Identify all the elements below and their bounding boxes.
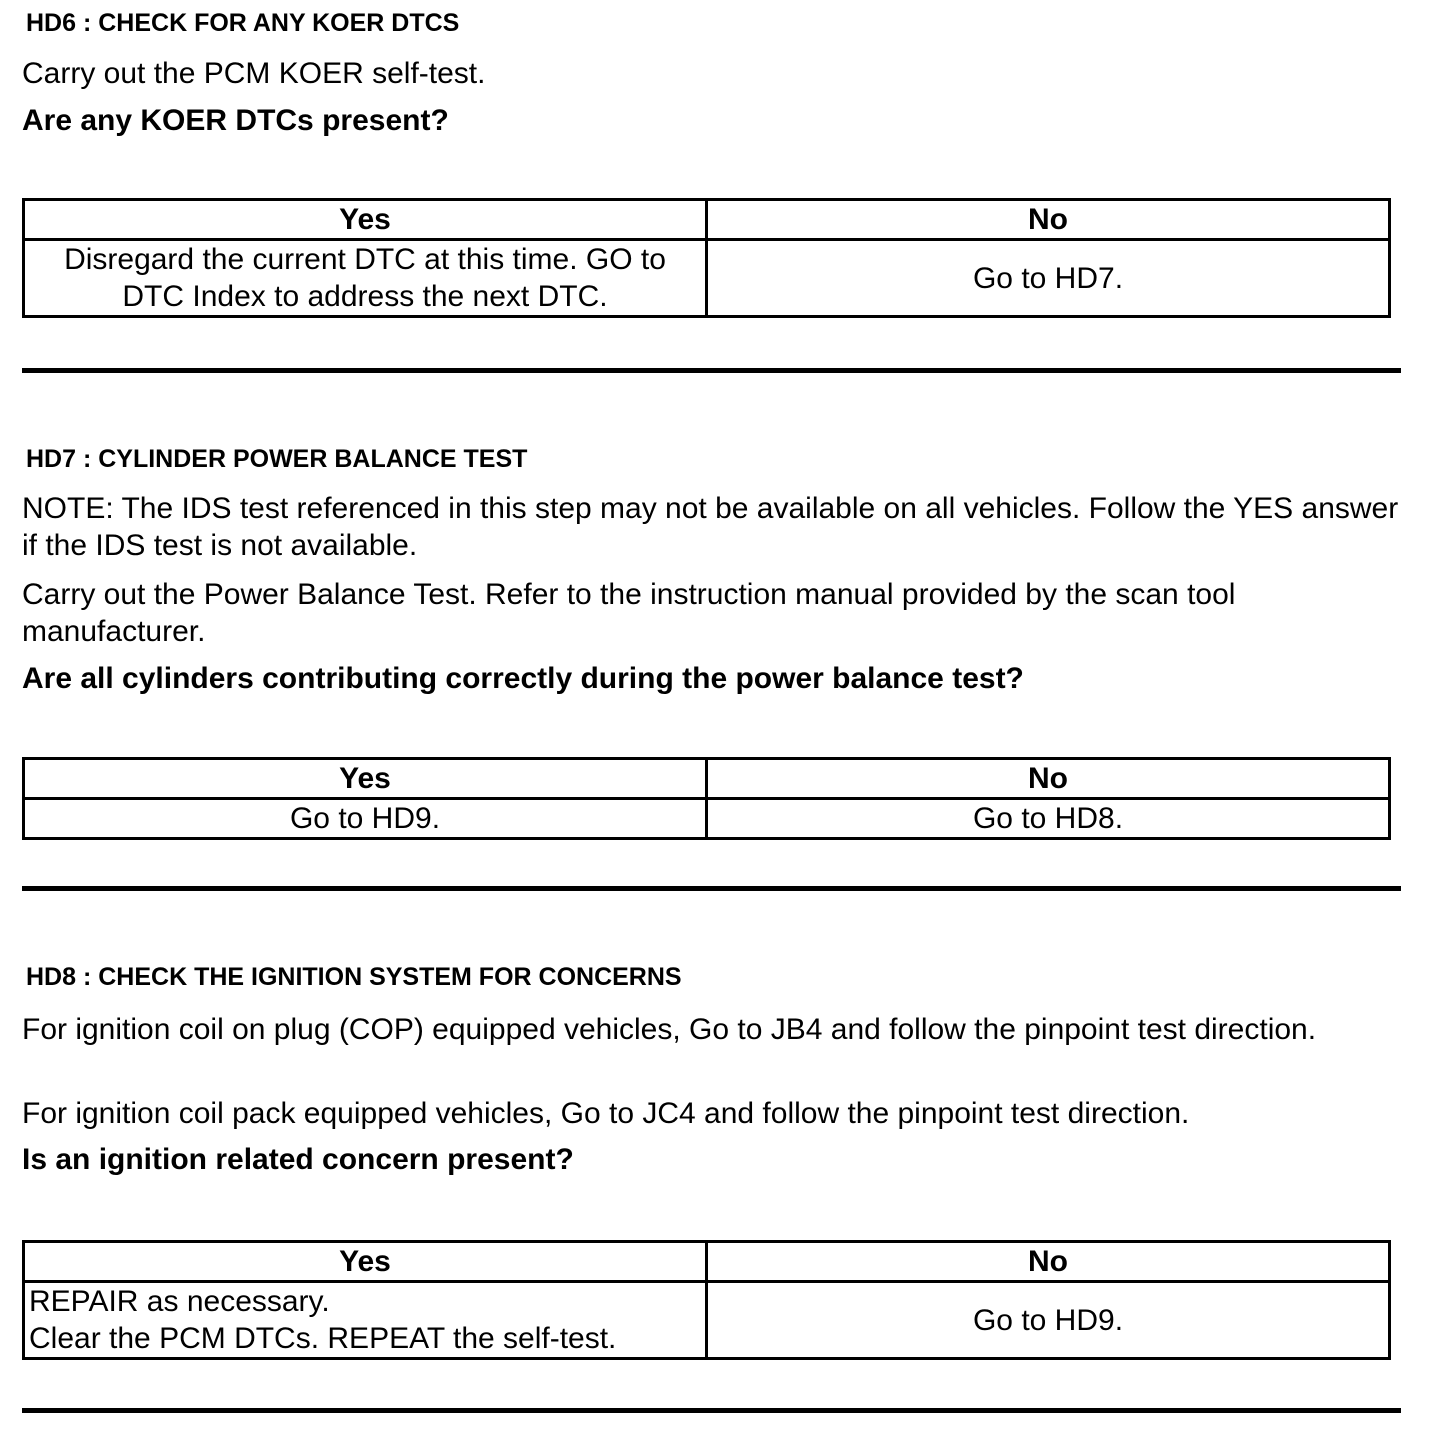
yes-no-table xyxy=(22,198,1391,318)
instruction-text: For ignition coil on plug (COP) equipped vehicles, Go to JB4 and follow the pinpoint test direction. xyxy=(22,1013,1317,1046)
yes-cell: Go to HD9. xyxy=(24,799,707,839)
instruction-text: Carry out the PCM KOER self-test. xyxy=(22,57,486,90)
no-cell: Go to HD9. xyxy=(707,1282,1390,1359)
step-heading: HD8 : CHECK THE IGNITION SYSTEM FOR CONCERNS xyxy=(26,963,682,991)
step-question: Are any KOER DTCs present? xyxy=(22,104,449,137)
yes-no-table xyxy=(22,757,1391,840)
no-header: No xyxy=(707,200,1390,240)
no-cell: Go to HD8. xyxy=(707,799,1390,839)
yes-cell xyxy=(24,240,707,317)
step-heading: HD6 : CHECK FOR ANY KOER DTCS xyxy=(26,9,460,37)
yes-text-line: DTC Index to address the next DTC. xyxy=(122,280,608,313)
yes-text-line: Clear the PCM DTCs. REPEAT the self-test. xyxy=(29,1322,617,1355)
instruction-text: Carry out the Power Balance Test. Refer to the instruction manual provided by the scan tool manufacturer. xyxy=(22,578,1236,648)
yes-text-line: Disregard the current DTC at this time. GO to xyxy=(64,243,666,276)
no-header: No xyxy=(707,759,1390,799)
yes-text-line: REPAIR as necessary. xyxy=(29,1285,330,1318)
step-question: Is an ignition related concern present? xyxy=(22,1143,574,1176)
yes-header: Yes xyxy=(24,200,707,240)
instruction-text: For ignition coil pack equipped vehicles, Go to JC4 and follow the pinpoint test direction. xyxy=(22,1097,1190,1130)
note-text: NOTE: The IDS test referenced in this step may not be available on all vehicles. Follow the YES answer if the IDS test is not available. xyxy=(22,492,1399,562)
section-divider xyxy=(22,1408,1401,1413)
section-divider xyxy=(22,368,1401,373)
yes-no-table xyxy=(22,1240,1391,1360)
no-cell: Go to HD7. xyxy=(707,240,1390,317)
yes-header: Yes xyxy=(24,759,707,799)
no-header: No xyxy=(707,1242,1390,1282)
step-question: Are all cylinders contributing correctly during the power balance test? xyxy=(22,662,1024,695)
yes-cell xyxy=(24,1282,707,1359)
section-divider xyxy=(22,886,1401,891)
step-heading: HD7 : CYLINDER POWER BALANCE TEST xyxy=(26,445,528,473)
yes-header: Yes xyxy=(24,1242,707,1282)
